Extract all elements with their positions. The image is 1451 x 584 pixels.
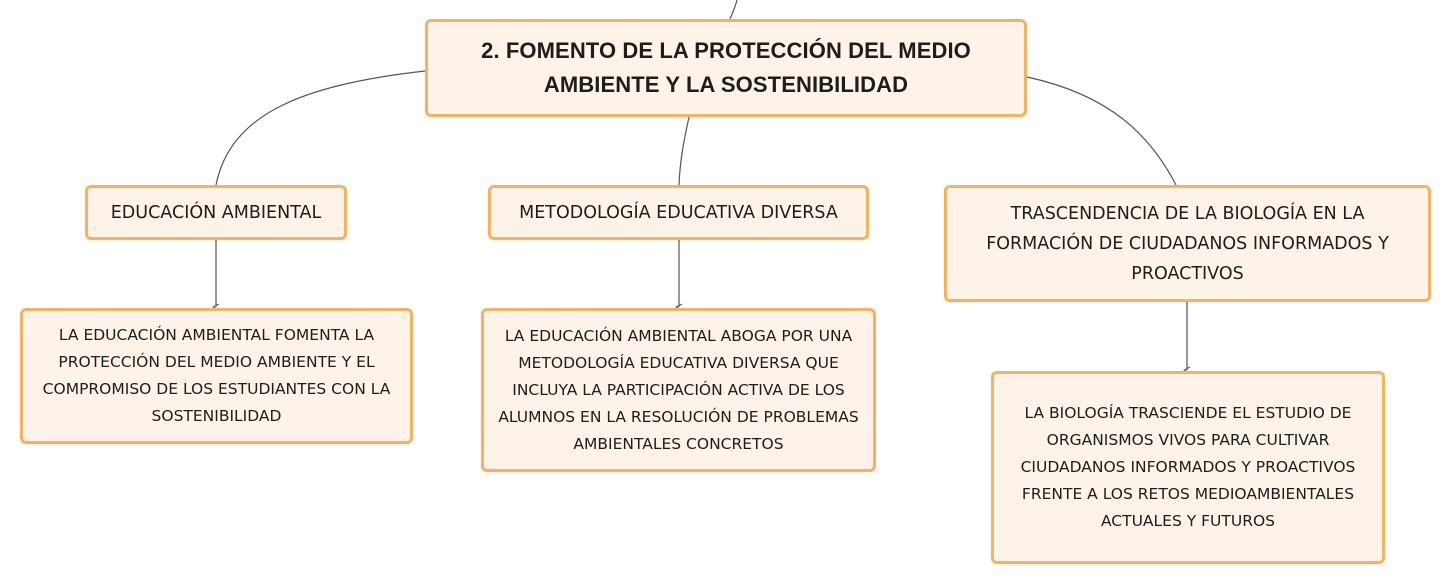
subtopic-label: LA BIOLOGÍA TRASCIENDE EL ESTUDIO DE ORGANISMOS VIVOS PARA CULTIVAR CIUDADANOS INFORMADOS Y PROACTIVOS FRENTE A LOS RETOS MEDIOAMBIENTALES ACTUALES Y FUTUROS — [1020, 404, 1356, 530]
subtopic-label: LA EDUCACIÓN AMBIENTAL ABOGA POR UNA METODOLOGÍA EDUCATIVA DIVERSA QUE INCLUYA LA PARTICIPACIÓN ACTIVA DE LOS ALUMNOS EN LA RESOLUCIÓN DE PROBLEMAS AMBIENTALES CONCRETOS — [498, 326, 859, 453]
connector-root-met — [679, 117, 689, 185]
topic-label: EDUCACIÓN AMBIENTAL — [110, 202, 322, 223]
connector-root-tra — [1027, 77, 1176, 185]
central-topic[interactable] — [425, 19, 1027, 117]
subtopic-metodologia-detail[interactable] — [481, 308, 876, 472]
subtopic-label: LA EDUCACIÓN AMBIENTAL FOMENTA LA PROTECCIÓN DEL MEDIO AMBIENTE Y EL COMPROMISO DE LOS ESTUDIANTES CON LA SOSTENIBILIDAD — [42, 326, 391, 425]
topic-trascendencia-biologia[interactable] — [944, 185, 1431, 302]
topic-label: METODOLOGÍA EDUCATIVA DIVERSA — [519, 202, 838, 223]
connector-parent-root — [730, 0, 737, 19]
topic-metodologia-educativa[interactable] — [488, 185, 869, 240]
topic-educacion-ambiental[interactable] — [85, 185, 347, 240]
subtopic-educacion-ambiental-detail[interactable] — [20, 308, 413, 444]
central-topic-label: 2. FOMENTO DE LA PROTECCIÓN DEL MEDIO AMBIENTE Y LA SOSTENIBILIDAD — [481, 38, 971, 97]
topic-label: TRASCENDENCIA DE LA BIOLOGÍA EN LA FORMACIÓN DE CIUDADANOS INFORMADOS Y PROACTIVOS — [986, 203, 1389, 284]
subtopic-trascendencia-detail[interactable] — [991, 371, 1385, 564]
connector-root-edu — [216, 71, 425, 185]
